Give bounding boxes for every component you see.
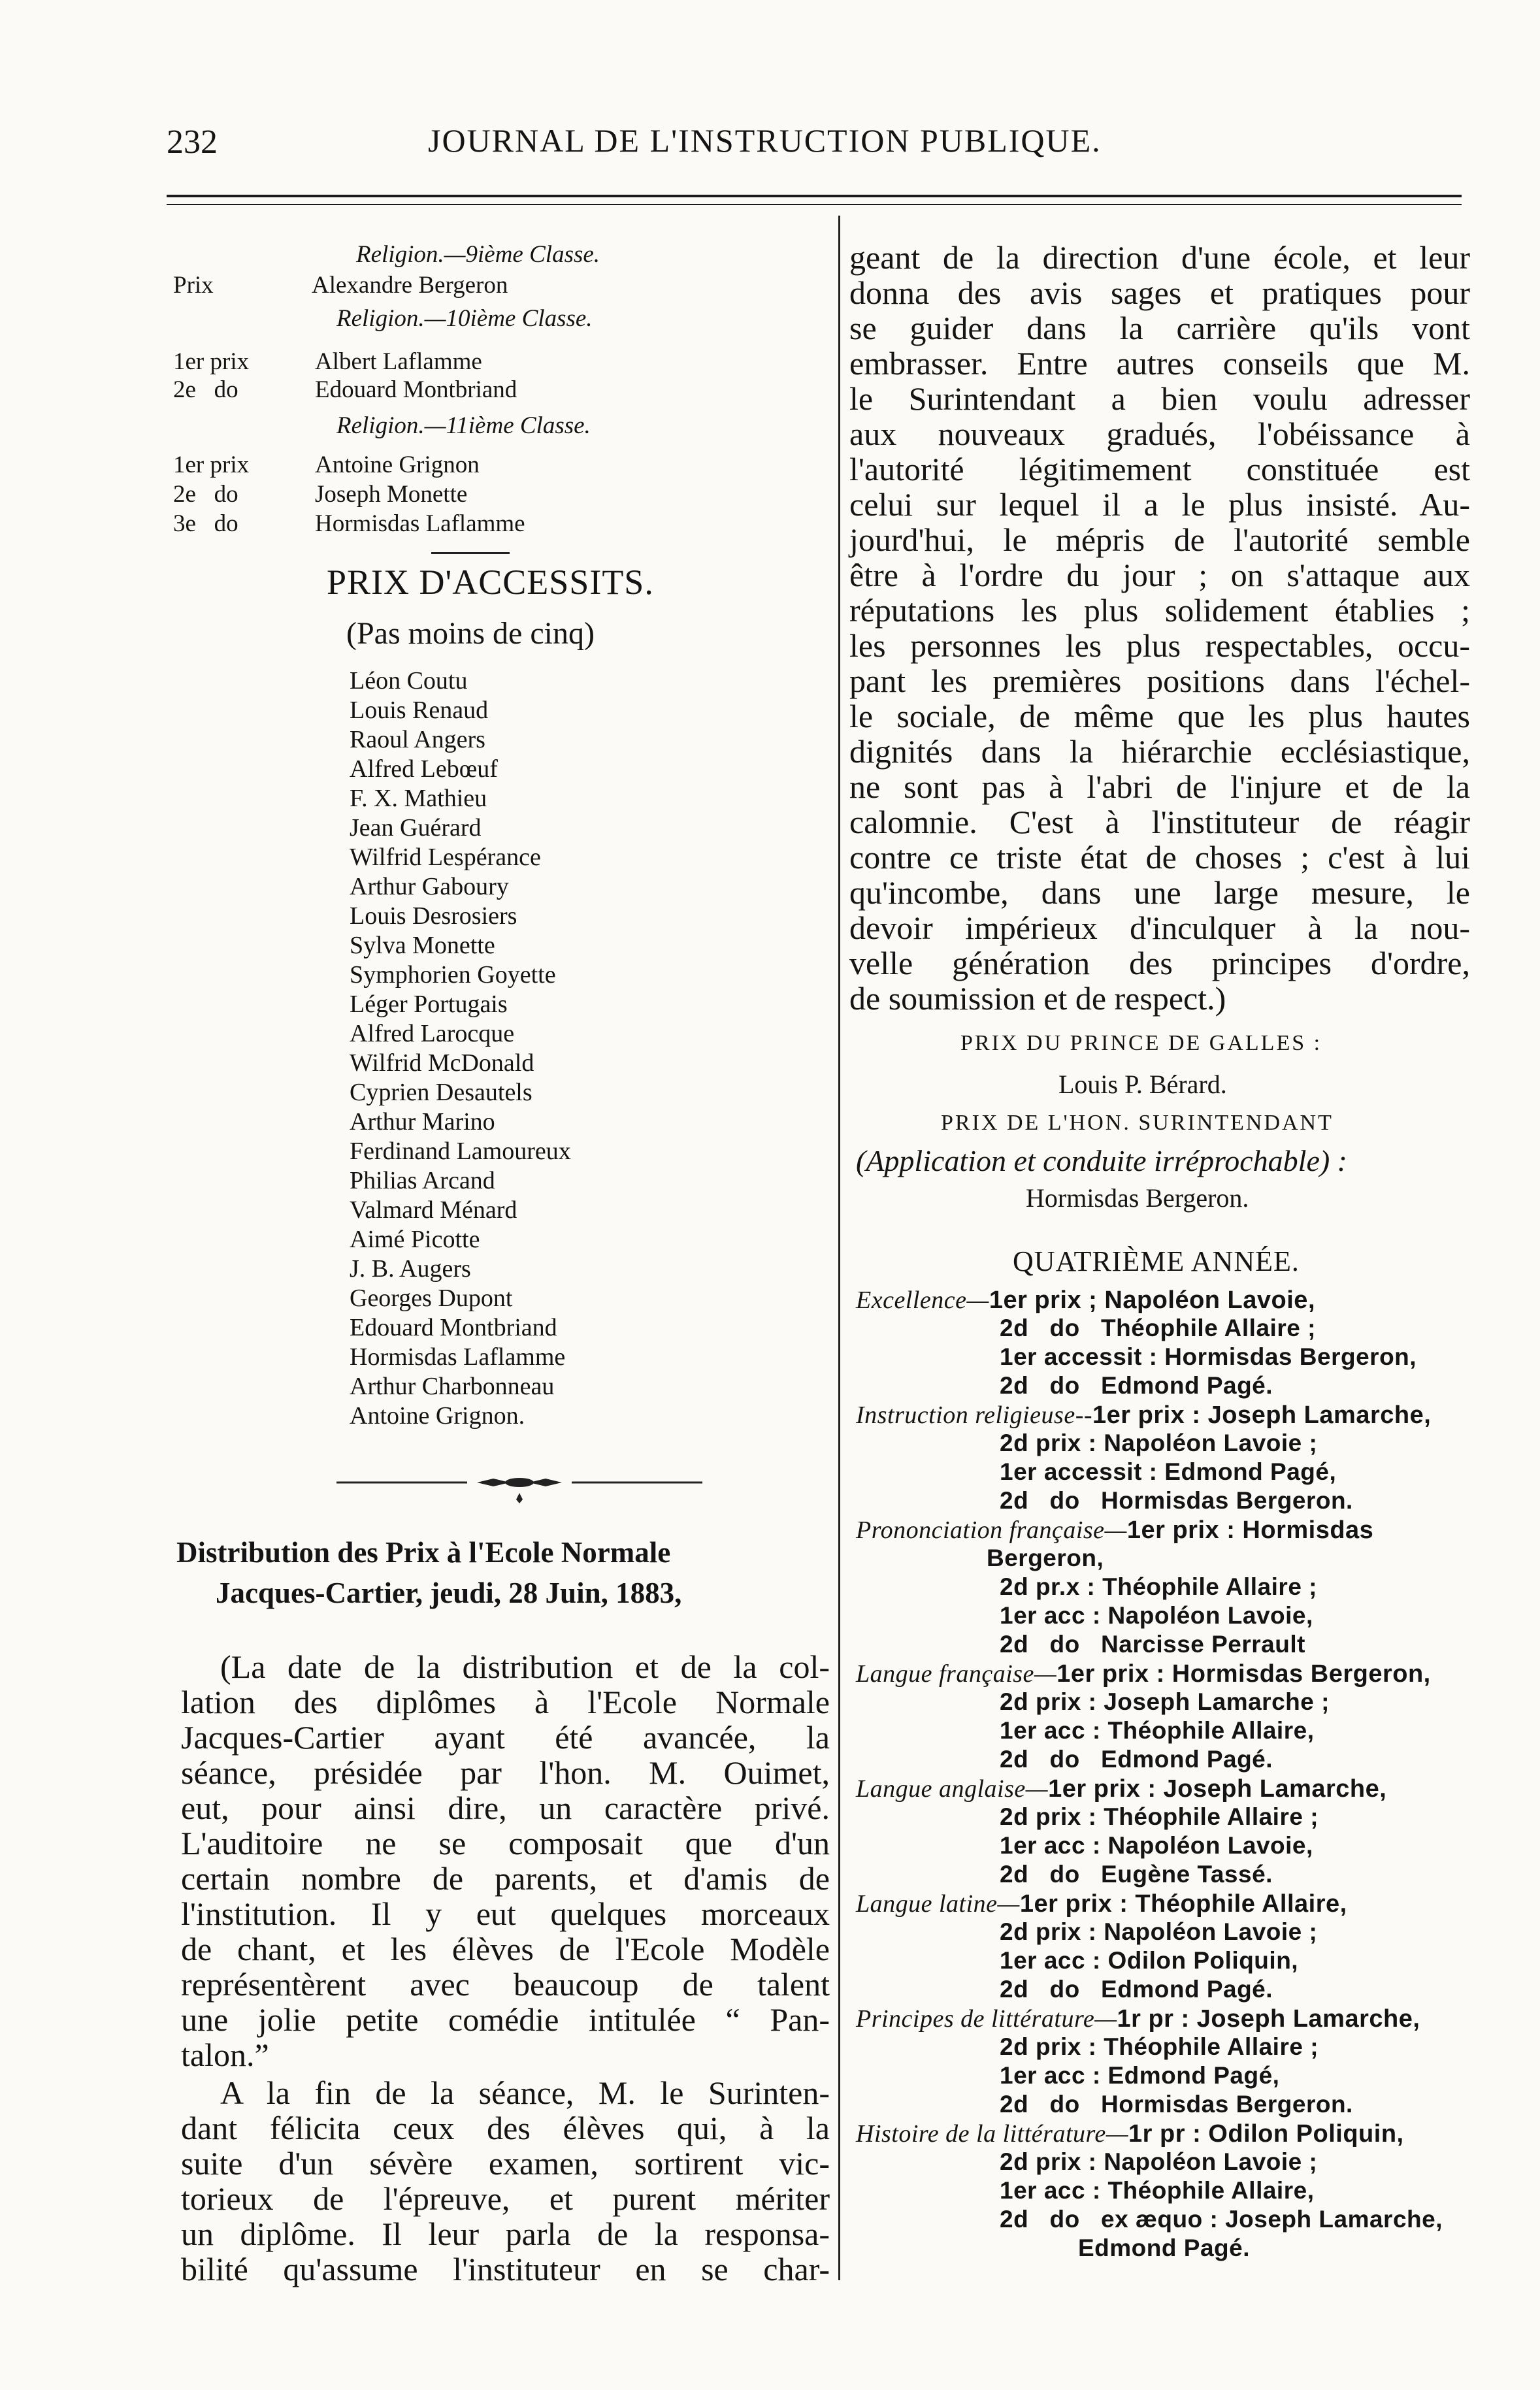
award-line: 1er acc : Odilon Poliquin,	[1000, 1947, 1299, 1974]
list-item: Symphorien Goyette	[350, 961, 556, 989]
award-line: Edmond Pagé.	[1078, 2234, 1250, 2261]
text-line: velle génération des principes d'ordre,	[849, 945, 1470, 981]
list-item: Léger Portugais	[350, 990, 508, 1018]
prince-prize-winner: Louis P. Bérard.	[1058, 1070, 1227, 1099]
text-line: une jolie petite comédie intitulée “ Pan-	[181, 2001, 830, 2038]
award-row	[173, 451, 761, 481]
text-line: certain nombre de parents, et d'amis de	[181, 1860, 830, 1897]
list-item: Léon Coutu	[350, 667, 468, 695]
list-item: Ferdinand Lamoureux	[350, 1138, 571, 1165]
text-line: (La date de la distribution et de la col-	[220, 1648, 830, 1685]
list-item: Louis Renaud	[350, 696, 489, 724]
award-first: 1er prix : Hormisdas Bergeron,	[1057, 1660, 1431, 1688]
text-line: torieux de l'épreuve, et purent mériter	[181, 2180, 830, 2217]
text-line: A la fin de la séance, M. le Surinten-	[220, 2074, 830, 2111]
award-line	[856, 1516, 1373, 1545]
text-line: contre ce triste état de choses ; c'est à lui	[849, 839, 1470, 876]
award-line	[856, 2005, 1420, 2033]
text-line: le sociale, de même que les plus hautes	[849, 698, 1470, 734]
superintendent-prize-winner: Hormisdas Bergeron.	[1026, 1183, 1249, 1213]
text-line: ne sont pas à l'abri de l'injure et de la	[849, 768, 1470, 805]
award-rank: Prix	[173, 272, 214, 299]
award-row	[173, 271, 761, 301]
award-row	[173, 510, 761, 540]
text-line: pant les premières positions dans l'échel-	[849, 663, 1470, 699]
subject: Instruction religieuse--	[856, 1401, 1093, 1429]
subject: Langue anglaise—	[856, 1775, 1049, 1803]
list-item: Arthur Marino	[350, 1108, 495, 1136]
superintendent-prize-label: PRIX DE L'HON. SURINTENDANT	[941, 1111, 1334, 1135]
text-line: bilité qu'assume l'instituteur en se char-	[181, 2251, 830, 2287]
text-line: l'institution. Il y eut quelques morceaux	[181, 1895, 830, 1932]
text-line: le Surintendant a bien voulu adresser	[849, 380, 1470, 417]
award-name: Albert Laflamme	[315, 348, 482, 375]
column-divider	[838, 216, 840, 2280]
award-line	[856, 1401, 1431, 1430]
text-line: geant de la direction d'une école, et leur	[849, 239, 1470, 276]
list-item: Raoul Angers	[350, 726, 485, 753]
text-line: séance, présidée par l'hon. M. Ouimet,	[181, 1754, 830, 1791]
journal-title: JOURNAL DE L'INSTRUCTION PUBLIQUE.	[428, 122, 1102, 159]
award-first: 1er prix : Hormisdas	[1126, 1516, 1374, 1544]
text-line: être à l'ordre du jour ; on s'attaque aux	[849, 557, 1470, 593]
award-line: 1er acc : Théophile Allaire,	[1000, 2177, 1315, 2204]
text-line: suite d'un sévère examen, sortirent vic-	[181, 2145, 830, 2182]
subject: Principes de littérature—	[856, 2005, 1117, 2033]
award-line: 2d prix : Napoléon Lavoie ;	[1000, 1918, 1318, 1945]
award-row	[173, 376, 761, 406]
award-line: 2d do Narcisse Perrault	[1000, 1631, 1305, 1658]
text-line: représentèrent avec beaucoup de talent	[181, 1966, 830, 2003]
text-line: l'autorité légitimement constituée est	[849, 451, 1470, 487]
text-line: dignités dans la hiérarchie ecclésiastique,	[849, 733, 1470, 770]
text-line: de chant, et les élèves de l'Ecole Modèle	[181, 1931, 830, 1967]
text-line: dant félicita ceux des élèves qui, à la	[181, 2110, 830, 2146]
text-line: celui sur lequel il a le plus insisté. Au-	[849, 486, 1470, 523]
award-line: 2d do ex æquo : Joseph Lamarche,	[1000, 2206, 1443, 2233]
list-item: Jean Guérard	[350, 814, 482, 842]
award-line: 1er accessit : Hormisdas Bergeron,	[1000, 1343, 1417, 1370]
list-item: J. B. Augers	[350, 1255, 471, 1283]
list-item: Antoine Grignon.	[350, 1402, 525, 1430]
award-first: 1er prix ; Napoléon Lavoie,	[989, 1286, 1315, 1314]
award-line: 2d do Edmond Pagé.	[1000, 1372, 1273, 1399]
list-item: Sylva Monette	[350, 932, 495, 959]
award-rank: 3e do	[173, 510, 238, 537]
award-line	[856, 1286, 1315, 1315]
award-line	[856, 1890, 1347, 1918]
award-name: Antoine Grignon	[315, 451, 480, 478]
list-item: Aimé Picotte	[350, 1226, 480, 1253]
award-line: 2d do Hormisdas Bergeron.	[1000, 1487, 1353, 1514]
list-item: Arthur Gaboury	[350, 873, 509, 900]
ornament-separator	[336, 1473, 702, 1506]
award-name: Joseph Monette	[315, 481, 468, 508]
religion-heading: Religion.—9ième Classe.	[356, 241, 600, 268]
award-first: 1r pr : Joseph Lamarche,	[1117, 2005, 1420, 2033]
award-line	[856, 2120, 1404, 2148]
award-line: 2d pr.x : Théophile Allaire ;	[1000, 1573, 1317, 1600]
religion-heading: Religion.—10ième Classe.	[336, 305, 593, 332]
list-item: Wilfrid Lespérance	[350, 843, 541, 871]
accessits-subtitle: (Pas moins de cinq)	[346, 616, 595, 651]
award-rank: 2e do	[173, 376, 238, 403]
list-item: Alfred Lebœuf	[350, 755, 498, 783]
award-first: 1er prix : Théophile Allaire,	[1019, 1890, 1347, 1918]
subject: Prononciation française—	[856, 1516, 1127, 1544]
subject: Langue française—	[856, 1660, 1057, 1688]
distribution-title: Distribution des Prix à l'Ecole Normale	[176, 1536, 671, 1569]
text-line: Jacques-Cartier ayant été avancée, la	[181, 1719, 830, 1756]
year-awards	[856, 1286, 1496, 2292]
award-line: 2d prix : Joseph Lamarche ;	[1000, 1688, 1330, 1715]
subject: Histoire de la littérature—	[856, 2120, 1129, 2148]
award-line: 1er acc : Edmond Pagé,	[1000, 2062, 1280, 2089]
header-rule-thin	[167, 204, 1462, 205]
award-line: 2d do Hormisdas Bergeron.	[1000, 2091, 1353, 2118]
list-item: Hormisdas Laflamme	[350, 1343, 566, 1371]
text-line: eut, pour ainsi dire, un caractère privé.	[181, 1790, 830, 1826]
subject: Langue latine—	[856, 1890, 1020, 1918]
award-line: 2d prix : Napoléon Lavoie ;	[1000, 2148, 1318, 2175]
award-name: Edouard Montbriand	[315, 376, 517, 403]
list-item: Valmard Ménard	[350, 1196, 517, 1224]
award-rank: 2e do	[173, 481, 238, 508]
accessits-list	[350, 666, 742, 1450]
list-item: Louis Desrosiers	[350, 902, 517, 930]
award-line	[856, 1660, 1431, 1688]
award-line: 2d do Edmond Pagé.	[1000, 1976, 1273, 2003]
award-line: Bergeron,	[987, 1545, 1104, 1571]
text-line: se guider dans la carrière qu'ils vont	[849, 310, 1470, 346]
text-line: un diplôme. Il leur parla de la responsa-	[181, 2216, 830, 2252]
text-line: donna des avis sages et pratiques pour	[849, 274, 1470, 311]
text-line: réputations les plus solidement établies ;	[849, 592, 1470, 629]
accessits-title: PRIX D'ACCESSITS.	[327, 563, 654, 602]
text-line: jourd'hui, le mépris de l'autorité semble	[849, 521, 1470, 558]
list-item: Edouard Montbriand	[350, 1314, 557, 1341]
prince-prize-label: PRIX DU PRINCE DE GALLES :	[960, 1031, 1322, 1055]
award-name: Alexandre Bergeron	[312, 272, 508, 299]
superintendent-prize-note: (Application et conduite irréprochable) :	[856, 1144, 1347, 1177]
list-item: Wilfrid McDonald	[350, 1049, 534, 1077]
list-item: F. X. Mathieu	[350, 785, 487, 812]
text-line: devoir impérieux d'inculquer à la nou-	[849, 909, 1470, 946]
text-line: les personnes les plus respectables, occu-	[849, 627, 1470, 664]
text-line: qu'incombe, dans une large mesure, le	[849, 874, 1470, 911]
text-line: aux nouveaux gradués, l'obéissance à	[849, 416, 1470, 452]
award-row	[173, 348, 761, 378]
award-first: 1er prix : Joseph Lamarche,	[1092, 1401, 1432, 1429]
subject: Excellence—	[856, 1286, 989, 1314]
short-rule	[431, 552, 510, 554]
list-item: Cyprien Desautels	[350, 1079, 532, 1106]
text-line: lation des diplômes à l'Ecole Normale	[181, 1684, 830, 1720]
award-line: 1er acc : Napoléon Lavoie,	[1000, 1832, 1313, 1859]
text-line: talon.”	[181, 2037, 269, 2073]
header-rule	[167, 195, 1462, 197]
award-line: 2d prix : Théophile Allaire ;	[1000, 2033, 1319, 2060]
distribution-subtitle: Jacques-Cartier, jeudi, 28 Juin, 1883,	[216, 1577, 682, 1609]
list-item: Georges Dupont	[350, 1285, 513, 1312]
award-line: 2d do Théophile Allaire ;	[1000, 1315, 1316, 1341]
award-rank: 1er prix	[173, 348, 250, 375]
list-item: Arthur Charbonneau	[350, 1373, 555, 1400]
award-line: 1er accessit : Edmond Pagé,	[1000, 1458, 1337, 1485]
list-item: Alfred Larocque	[350, 1020, 515, 1047]
award-line	[856, 1775, 1386, 1803]
award-name: Hormisdas Laflamme	[315, 510, 525, 537]
award-line: 2d do Edmond Pagé.	[1000, 1746, 1273, 1773]
award-rank: 1er prix	[173, 451, 250, 478]
award-line: 2d prix : Théophile Allaire ;	[1000, 1803, 1319, 1830]
award-first: 1r pr : Odilon Poliquin,	[1128, 2120, 1404, 2148]
text-line: embrasser. Entre autres conseils que M.	[849, 345, 1470, 382]
award-row	[173, 480, 761, 510]
list-item: Philias Arcand	[350, 1167, 495, 1194]
award-line: 2d prix : Napoléon Lavoie ;	[1000, 1430, 1318, 1456]
award-line: 1er acc : Théophile Allaire,	[1000, 1717, 1315, 1744]
page-number: 232	[167, 123, 218, 161]
award-line: 1er acc : Napoléon Lavoie,	[1000, 1602, 1313, 1629]
award-line: 2d do Eugène Tassé.	[1000, 1861, 1273, 1888]
text-line: de soumission et de respect.)	[849, 980, 1226, 1017]
text-line: calomnie. C'est à l'instituteur de réagir	[849, 804, 1470, 840]
year-title: QUATRIÈME ANNÉE.	[1013, 1245, 1300, 1277]
text-line: L'auditoire ne se composait que d'un	[181, 1825, 830, 1861]
religion-heading: Religion.—11ième Classe.	[336, 412, 591, 439]
award-first: 1er prix : Joseph Lamarche,	[1048, 1775, 1387, 1803]
